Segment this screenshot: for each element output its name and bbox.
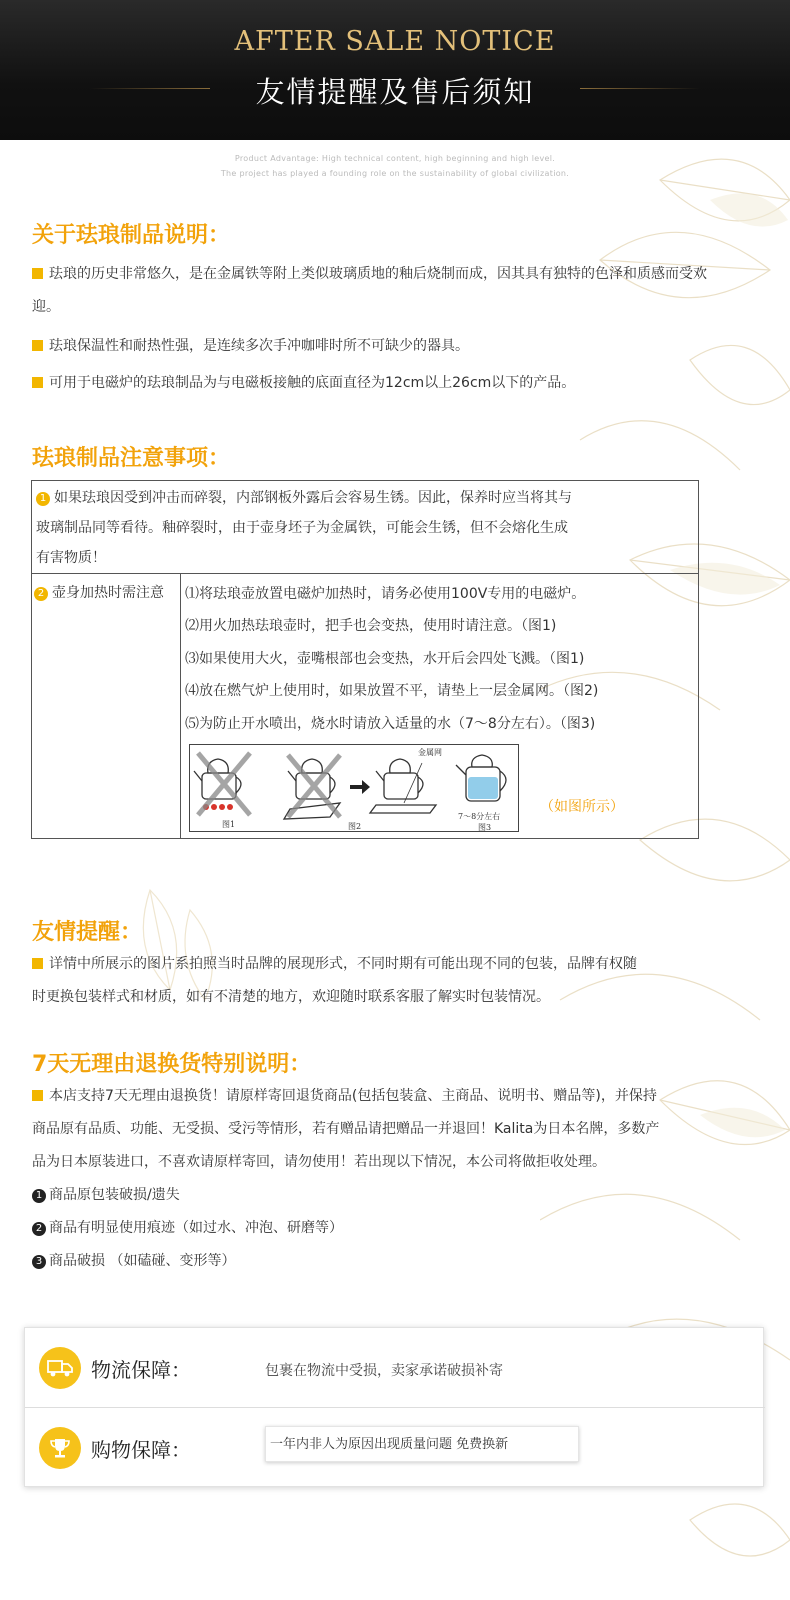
header-title-en: AFTER SALE NOTICE xyxy=(234,26,556,57)
enamel-intro-item-3 xyxy=(32,367,712,400)
number-circle-icon: 2 xyxy=(32,1222,46,1236)
caution-2-line-1: ⑴将珐琅壶放置电磁炉加热时，请务必使用100V专用的电磁炉。 xyxy=(185,586,586,602)
header-title-zh: 友情提醒及售后须知 xyxy=(255,75,535,109)
return-condition-1 xyxy=(32,1179,772,1212)
return-condition-2 xyxy=(32,1212,772,1245)
return-condition-text-1: 商品原包装破损/遗失 xyxy=(49,1187,180,1203)
bullet-square-icon xyxy=(32,340,43,351)
shopping-guarantee-desc: 一年内非人为原因出现质量问题 免费换新 xyxy=(265,1426,579,1462)
friendly-reminder-line-1: 详情中所展示的图片系拍照当时品牌的展现形式，不同时期有可能出现不同的包装，品牌有权随 xyxy=(49,956,637,972)
return-condition-text-3: 商品破损 （如磕碰、变形等） xyxy=(49,1253,236,1269)
number-circle-icon: 2 xyxy=(34,587,48,601)
caution-row-2-label xyxy=(32,574,181,839)
friendly-reminder-text xyxy=(32,948,752,1014)
caution-2-line-2: ⑵用火加热珐琅壶时，把手也会变热，使用时请注意。（图1) xyxy=(185,618,557,635)
bullet-square-icon xyxy=(32,268,43,279)
logistics-guarantee-row xyxy=(25,1328,765,1408)
figure-3-caption: 图3 xyxy=(478,823,492,833)
shopping-guarantee-title: 购物保障： xyxy=(91,1438,191,1462)
mesh-label: 金属网 xyxy=(418,748,442,758)
bullet-square-icon xyxy=(32,377,43,388)
kettle-illustration xyxy=(189,744,519,832)
section-title-return-policy: 7天无理由退换货特别说明： xyxy=(32,1052,312,1077)
bullet-square-icon xyxy=(32,958,43,969)
caution-2-line-5: ⑸为防止开水喷出，烧水时请放入适量的水（7～8分左右）。（图3) xyxy=(185,715,596,732)
header-banner xyxy=(0,0,790,140)
logistics-guarantee-title: 物流保障： xyxy=(91,1358,191,1382)
number-circle-icon: 1 xyxy=(36,492,50,506)
caution-row-1 xyxy=(32,481,699,574)
number-circle-icon: 3 xyxy=(32,1255,46,1269)
subtitle-en-line1: Product Advantage: High technical content, high beginning and high level. xyxy=(234,154,556,163)
table-row xyxy=(32,481,699,574)
shopping-guarantee-row xyxy=(25,1408,765,1488)
return-policy-line-3: 品为日本原装进口，不喜欢请原样寄回，请勿使用！若出现以下情况，本公司将做拒收处理。 xyxy=(32,1154,606,1170)
enamel-intro-item-2 xyxy=(32,330,712,363)
section-title-enamel-intro: 关于珐琅制品说明： xyxy=(32,223,231,248)
figure-2-caption: 图2 xyxy=(348,822,362,832)
cautions-table xyxy=(31,480,699,839)
friendly-reminder-line-2: 时更换包装样式和材质，如有不清楚的地方，欢迎随时联系客服了解实时包装情况。 xyxy=(32,989,550,1005)
return-condition-3 xyxy=(32,1245,772,1278)
caution-2-line-3: ⑶如果使用大火，壶嘴根部也会变热，水开后会四处飞溅。（图1) xyxy=(185,650,585,667)
return-condition-text-2: 商品有明显使用痕迹（如过水、冲泡、研磨等） xyxy=(49,1220,343,1236)
section-title-friendly-reminder: 友情提醒： xyxy=(32,920,143,945)
caution-1-line-2: 玻璃制品同等看待。釉碎裂时，由于壶身坯子为金属铁，可能会生锈，但不会熔化生成 xyxy=(36,520,568,536)
caution-2-line-4: ⑷放在燃气炉上使用时，如果放置不平，请垫上一层金属网。（图2) xyxy=(185,683,599,700)
truck-icon xyxy=(39,1347,81,1389)
number-circle-icon: 1 xyxy=(32,1189,46,1203)
figure-note: （如图所示） xyxy=(540,799,624,815)
enamel-intro-text-1: 珐琅的历史非常悠久，是在金属铁等附上类似玻璃质地的釉后烧制而成，因其具有独特的色泽和质感而受欢迎。 xyxy=(32,266,707,315)
figure-1-caption: 图1 xyxy=(222,820,236,830)
return-policy-line-2: 商品原有品质、功能、无受损、受污等情形，若有赠品请把赠品一并退回！Kalita为日本名牌，多数产 xyxy=(32,1121,660,1137)
guarantee-panel xyxy=(24,1327,764,1487)
enamel-intro-item-1 xyxy=(32,258,712,324)
trophy-icon xyxy=(39,1427,81,1469)
subtitle-en-line2: The project has played a founding role on the sustainability of global civilization. xyxy=(220,169,570,178)
return-policy-text xyxy=(32,1080,772,1278)
caution-1-line-3: 有害物质！ xyxy=(36,550,106,566)
enamel-intro-text-2: 珐琅保温性和耐热性强，是连续多次手冲咖啡时所不可缺少的器具。 xyxy=(49,338,469,354)
logistics-guarantee-desc: 包裹在物流中受损，卖家承诺破损补寄 xyxy=(265,1363,503,1379)
return-policy-line-1: 本店支持7天无理由退换货！请原样寄回退货商品(包括包装盒、主商品、说明书、赠品等)，并保持 xyxy=(49,1088,657,1104)
enamel-intro-text-3: 可用于电磁炉的珐琅制品为与电磁板接触的底面直径为12cm以上26cm以下的产品。 xyxy=(49,375,576,391)
bullet-square-icon xyxy=(32,1090,43,1101)
caution-1-line-1: 如果珐琅因受到冲击而碎裂，内部钢板外露后会容易生锈。因此，保养时应当将其与 xyxy=(54,490,572,506)
water-level-label: 7～8分左右 xyxy=(458,812,501,822)
caution-2-label: 壶身加热时需注意 xyxy=(52,585,164,601)
section-title-enamel-cautions: 珐琅制品注意事项： xyxy=(32,446,231,471)
